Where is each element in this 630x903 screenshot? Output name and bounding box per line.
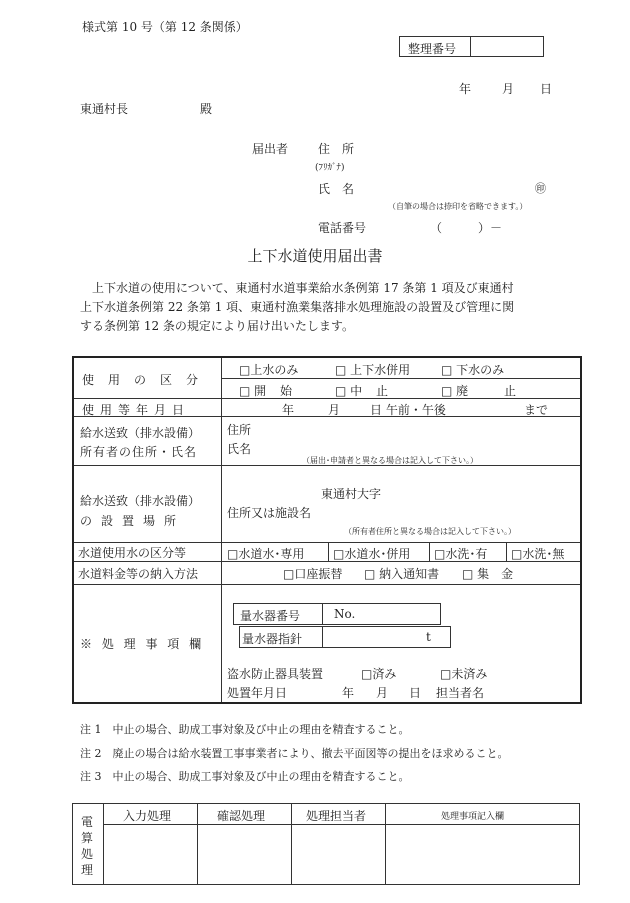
note-3: 注 3 中止の場合、助成工事対象及び中止の理由を精査すること。 <box>80 770 410 783</box>
seal-note: （自筆の場合は捺印を省略できます。） <box>388 202 528 211</box>
processed-date-year: 年 <box>342 686 355 700</box>
reference-number-box <box>399 36 544 57</box>
date-day: 日 <box>540 82 553 96</box>
usage-suspend-box[interactable]: □ 中 <box>335 384 363 398</box>
usage-date-month: 月 <box>328 403 341 417</box>
date-year: 年 <box>459 82 472 96</box>
date-month: 月 <box>502 82 515 96</box>
note-1: 注 1 中止の場合、助成工事対象及び中止の理由を精査すること。 <box>80 723 410 736</box>
water-type-dedicated[interactable]: □水道水･専用 <box>227 547 305 561</box>
usage-date-day-ampm: 日 午前・午後 <box>370 403 446 417</box>
processed-date-month: 月 <box>376 686 389 700</box>
usage-sewer-only[interactable]: □ 下水のみ <box>441 363 505 377</box>
intro-line-3: する条例第 12 条の規定により届け出いたします。 <box>80 319 354 333</box>
anti-theft-not-done[interactable]: □未済み <box>440 667 488 681</box>
owner-address-label: 住所 <box>227 423 252 437</box>
location-label-1: 給水送致（排水設備） <box>80 494 201 508</box>
processed-date-day: 日 <box>409 686 422 700</box>
usage-both[interactable]: □ 上下水併用 <box>335 363 411 377</box>
location-label-2: の設置場所 <box>80 514 186 528</box>
meter-reading-label: 量水器指針 <box>242 632 303 646</box>
processed-date-label: 処置年月日 <box>227 686 288 700</box>
payment-bank-transfer[interactable]: □口座振替 <box>283 567 343 581</box>
form-number: 様式第 10 号（第 12 条関係） <box>82 20 248 34</box>
processing-label: ※ 処 理 事 項 欄 <box>80 637 205 651</box>
meter-reading-box <box>239 626 451 648</box>
usage-start-text: 始 <box>280 384 293 398</box>
meter-number-label: 量水器番号 <box>240 609 301 623</box>
applicant-name-label: 氏 名 <box>318 182 355 196</box>
col-input-processing: 入力処理 <box>123 809 172 823</box>
applicant-furigana-label: (ﾌﾘｶﾞﾅ) <box>315 163 345 173</box>
check-processing-cell[interactable] <box>198 825 291 884</box>
meter-reading-unit: t <box>426 630 431 644</box>
water-type-flush-no[interactable]: □水洗･無 <box>511 547 565 561</box>
seal-mark: ㊞ <box>535 182 546 195</box>
usage-date-until: まで <box>524 403 549 417</box>
location-field-label: 住所又は施設名 <box>227 506 312 520</box>
addressee: 東通村長 <box>80 102 129 116</box>
meter-number-value[interactable]: No. <box>334 607 356 621</box>
col-processing-notes: 処理事項記入欄 <box>441 812 505 822</box>
phone-label: 電話番号 <box>318 221 367 235</box>
officer-name-label: 担当者名 <box>436 686 485 700</box>
reference-number-field[interactable] <box>471 37 543 56</box>
usage-start-box[interactable]: □ 開 <box>239 384 267 398</box>
anti-theft-label: 盗水防止器具装置 <box>227 667 324 681</box>
applicant-address-label: 住 所 <box>318 142 355 156</box>
main-form <box>72 356 582 704</box>
usage-abolish-text: 止 <box>504 384 517 398</box>
document-title: 上下水道使用届出書 <box>247 247 383 265</box>
processor-cell[interactable] <box>292 825 385 884</box>
owner-note: （届出･申請者と異なる場合は記入して下さい。） <box>302 456 478 465</box>
input-processing-cell[interactable] <box>104 825 197 884</box>
applicant-label: 届出者 <box>252 142 289 156</box>
usage-date-label: 使用等年月日 <box>82 403 191 417</box>
honorific: 殿 <box>200 102 213 116</box>
usage-water-only[interactable]: □上水のみ <box>239 363 299 377</box>
intro-line-2: 上下水道条例第 22 条第 1 項、東通村漁業集落排水処理施設の設置及び管理に関 <box>80 300 515 314</box>
meter-number-box <box>233 603 441 625</box>
location-village: 東通村大字 <box>321 487 382 501</box>
owner-label-1: 給水送致（排水設備） <box>80 426 201 440</box>
processing-notes-cell[interactable] <box>386 825 579 884</box>
computer-processing-side-label: 電算処理 <box>81 815 94 877</box>
computer-processing-table <box>72 803 580 885</box>
reference-number-label: 整理番号 <box>408 42 457 56</box>
payment-collection[interactable]: □ 集 金 <box>462 567 514 581</box>
col-check-processing: 確認処理 <box>217 809 266 823</box>
usage-suspend-text: 止 <box>376 384 389 398</box>
anti-theft-done[interactable]: □済み <box>361 667 397 681</box>
water-type-label: 水道使用水の区分等 <box>78 546 187 560</box>
usage-abolish-box[interactable]: □ 廃 <box>441 384 469 398</box>
phone-format: （ ）－ <box>430 221 503 235</box>
col-processor: 処理担当者 <box>306 809 367 823</box>
payment-label: 水道料金等の納入方法 <box>78 567 199 581</box>
water-type-flush-yes[interactable]: □水洗･有 <box>434 547 488 561</box>
usage-date-year: 年 <box>282 403 295 417</box>
payment-invoice[interactable]: □ 納入通知書 <box>364 567 440 581</box>
owner-label-2: 所有者の住所・氏名 <box>80 445 198 459</box>
usage-category-label: 使用の区分 <box>82 373 213 387</box>
water-type-shared[interactable]: □水道水･併用 <box>333 547 411 561</box>
note-2: 注 2 廃止の場合は給水装置工事事業者により、撤去平面図等の提出をほ求めること。 <box>80 747 509 760</box>
owner-name-label: 氏名 <box>227 442 252 456</box>
location-note: （所有者住所と異なる場合は記入して下さい。） <box>344 527 516 536</box>
intro-line-1: 上下水道の使用について、東通村水道事業給水条例第 17 条第 1 項及び東通村 <box>92 281 514 295</box>
